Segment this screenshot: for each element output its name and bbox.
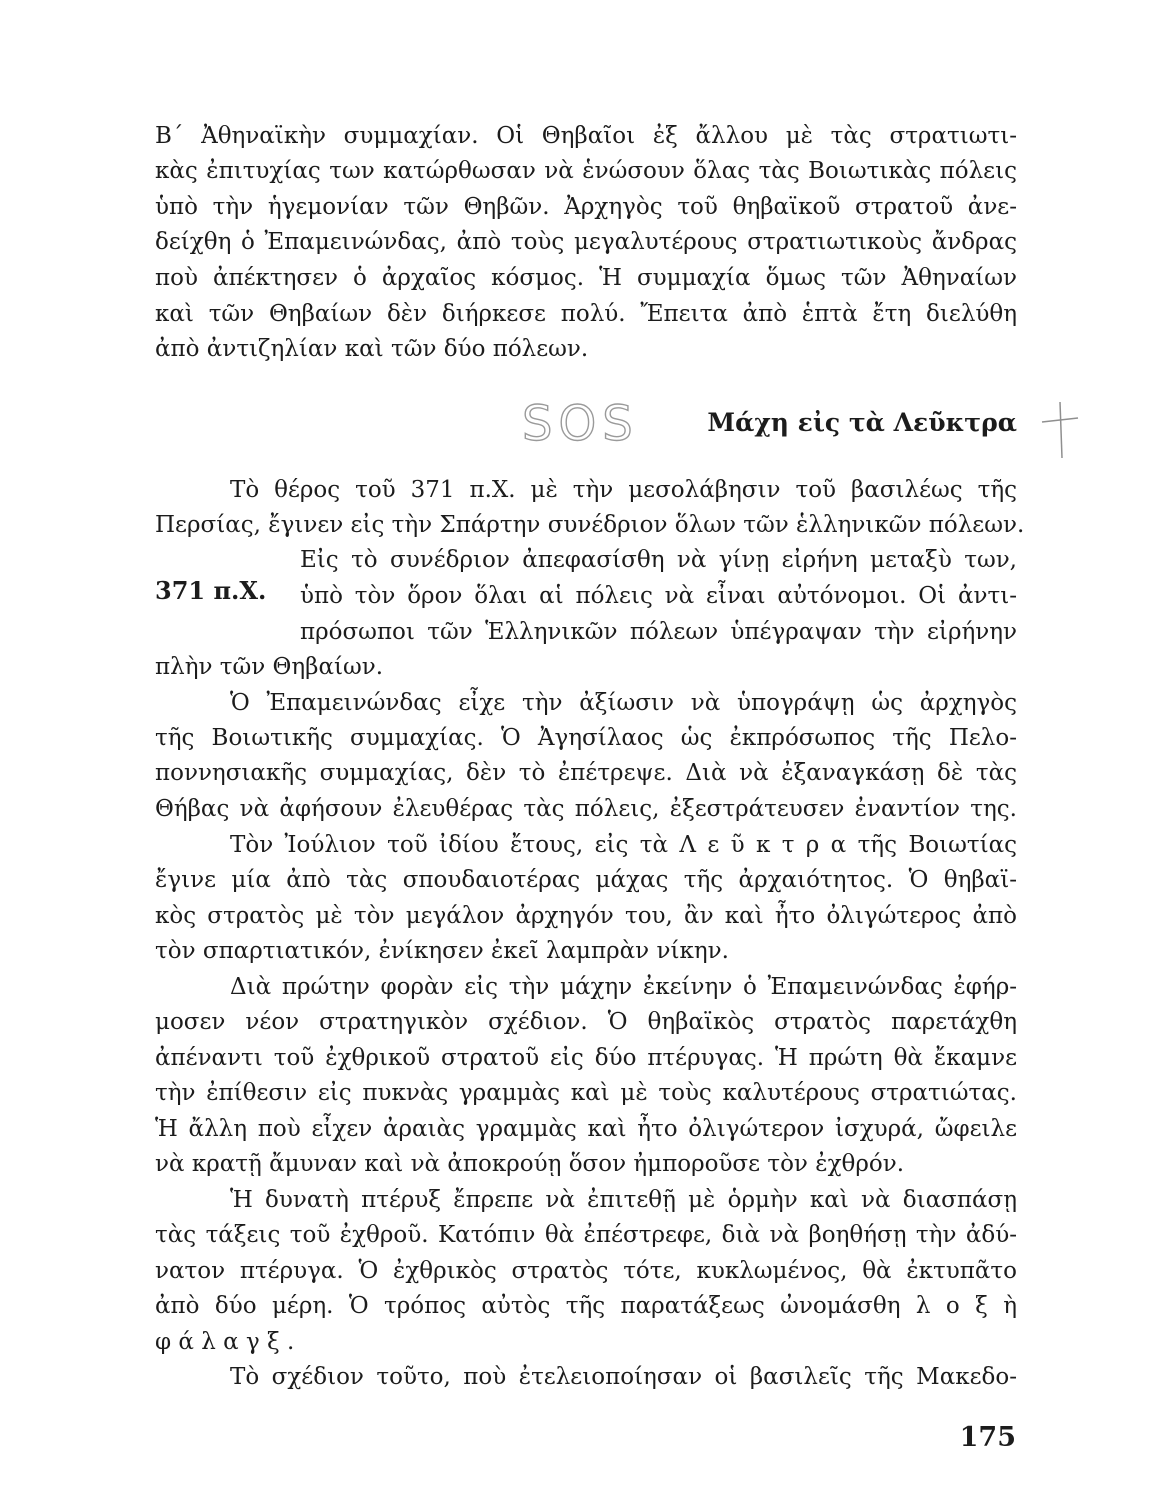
text-line: ποννησιακῆς συμμαχίας, δὲν τὸ ἐπέτρεψε. Διὰ νὰ ἐξαναγκάσῃ δὲ τὰς <box>155 760 1017 786</box>
page-number: 175 <box>959 1422 1016 1453</box>
text-line: Ἡ δυνατὴ πτέρυξ ἔπρεπε νὰ ἐπιτεθῇ μὲ ὁρμὴν καὶ νὰ διασπάσῃ <box>230 1187 1017 1213</box>
text-line: ποὺ ἀπέκτησεν ὁ ἀρχαῖος κόσμος. Ἡ συμμαχία ὅμως τῶν Ἀθηναίων <box>155 265 1017 291</box>
text-line: Τὸν Ἰούλιον τοῦ ἰδίου ἔτους, εἰς τὰ Λ ε ῦ κ τ ρ α τῆς Βοιωτίας <box>230 832 1017 858</box>
text-line: πλὴν τῶν Θηβαίων. <box>155 654 384 680</box>
text-line: κὰς ἐπιτυχίας των κατώρθωσαν νὰ ἑνώσουν ὅλας τὰς Βοιωτικὰς πόλεις <box>155 158 1017 184</box>
margin-date-note: 371 π.Χ. <box>155 576 267 605</box>
text-line: ἀπὸ ἀντιζηλίαν καὶ τῶν δύο πόλεων. <box>155 336 589 362</box>
text-line: κὸς στρατὸς μὲ τὸν μεγάλον ἀρχηγόν του, ἂν καὶ ἦτο ὀλιγώτερος ἀπὸ <box>155 903 1017 929</box>
text-line: ὑπὸ τὸν ὅρον ὅλαι αἱ πόλεις νὰ εἶναι αὐτόνομοι. Οἱ ἀντι- <box>300 583 1017 609</box>
text-line: τὴν ἐπίθεσιν εἰς πυκνὰς γραμμὰς καὶ μὲ τοὺς καλυτέρους στρατιώτας. <box>155 1080 1017 1106</box>
text-line: δείχθη ὁ Ἐπαμεινώνδας, ἀπὸ τοὺς μεγαλυτέρους στρατιωτικοὺς ἄνδρας <box>155 229 1017 255</box>
text-line: τὸν σπαρτιατικόν, ἐνίκησεν ἐκεῖ λαμπρὰν νίκην. <box>155 938 729 964</box>
svg-text:SOS: SOS <box>522 398 639 448</box>
text-line: Εἰς τὸ συνέδριον ἀπεφασίσθη νὰ γίνῃ εἰρήνη μεταξὺ των, <box>300 547 1017 573</box>
text-line: Τὸ σχέδιον τοῦτο, ποὺ ἐτελειοποίησαν οἱ βασιλεῖς τῆς Μακεδο- <box>230 1364 1017 1390</box>
text-line: ὑπὸ τὴν ἡγεμονίαν τῶν Θηβῶν. Ἀρχηγὸς τοῦ θηβαϊκοῦ στρατοῦ ἀνε- <box>155 194 1017 220</box>
text-line: τὰς τάξεις τοῦ ἐχθροῦ. Κατόπιν θὰ ἐπέστρεφε, διὰ νὰ βοηθήσῃ τὴν ἀδύ- <box>155 1222 1017 1248</box>
section-heading: Μάχη εἰς τὰ Λεῦκτρα <box>707 408 1017 437</box>
text-line: τῆς Βοιωτικῆς συμμαχίας. Ὁ Ἀγησίλαος ὡς ἐκπρόσωπος τῆς Πελο- <box>155 725 1017 751</box>
text-line: ἔγινε μία ἀπὸ τὰς σπουδαιοτέρας μάχας τῆς ἀρχαιότητος. Ὁ θηβαϊ- <box>155 867 1017 893</box>
text-line: φ ά λ α γ ξ . <box>155 1329 295 1355</box>
text-line: ἀπὸ δύο μέρη. Ὁ τρόπος αὐτὸς τῆς παρατάξεως ὠνομάσθη λ ο ξ ὴ <box>155 1293 1017 1319</box>
text-line: Ὁ Ἐπαμεινώνδας εἶχε τὴν ἀξίωσιν νὰ ὑπογράψῃ ὡς ἀρχηγὸς <box>230 690 1017 716</box>
text-line: Διὰ πρώτην φορὰν εἰς τὴν μάχην ἐκείνην ὁ Ἐπαμεινώνδας ἐφήρ- <box>230 974 1017 1000</box>
text-line: Τὸ θέρος τοῦ 371 π.Χ. μὲ τὴν μεσολάβησιν τοῦ βασιλέως τῆς <box>230 477 1017 503</box>
text-line: νὰ κρατῇ ἄμυναν καὶ νὰ ἀποκρούῃ ὅσον ἠμποροῦσε τὸν ἐχθρόν. <box>155 1151 905 1177</box>
text-line: ἀπέναντι τοῦ ἐχθρικοῦ στρατοῦ εἰς δύο πτέρυγας. Ἡ πρώτη θὰ ἔκαμνε <box>155 1045 1017 1071</box>
text-line: Β΄ Ἀθηναϊκὴν συμμαχίαν. Οἱ Θηβαῖοι ἐξ ἄλλου μὲ τὰς στρατιωτι- <box>155 123 1017 149</box>
handwritten-cross-mark <box>1040 400 1080 460</box>
handwritten-sos-mark <box>520 398 670 448</box>
text-line: καὶ τῶν Θηβαίων δὲν διήρκεσε πολύ. Ἔπειτα ἀπὸ ἑπτὰ ἔτη διελύθη <box>155 301 1017 327</box>
text-line: Περσίας, ἔγινεν εἰς τὴν Σπάρτην συνέδριον ὅλων τῶν ἑλληνικῶν πόλεων. <box>155 512 1025 538</box>
text-line: Θήβας νὰ ἀφήσουν ἐλευθέρας τὰς πόλεις, ἐξεστράτευσεν ἐναντίον της. <box>155 796 1017 822</box>
text-line: νατον πτέρυγα. Ὁ ἐχθρικὸς στρατὸς τότε, κυκλωμένος, θὰ ἐκτυπᾶτο <box>155 1258 1017 1284</box>
text-line: μοσεν νέον στρατηγικὸν σχέδιον. Ὁ θηβαϊκὸς στρατὸς παρετάχθη <box>155 1009 1017 1035</box>
text-line: Ἡ ἄλλη ποὺ εἶχεν ἀραιὰς γραμμὰς καὶ ἦτο ὀλιγώτερον ἰσχυρά, ὤφειλε <box>155 1116 1017 1142</box>
text-line: πρόσωποι τῶν Ἑλληνικῶν πόλεων ὑπέγραψαν τὴν εἰρήνην <box>300 619 1017 645</box>
